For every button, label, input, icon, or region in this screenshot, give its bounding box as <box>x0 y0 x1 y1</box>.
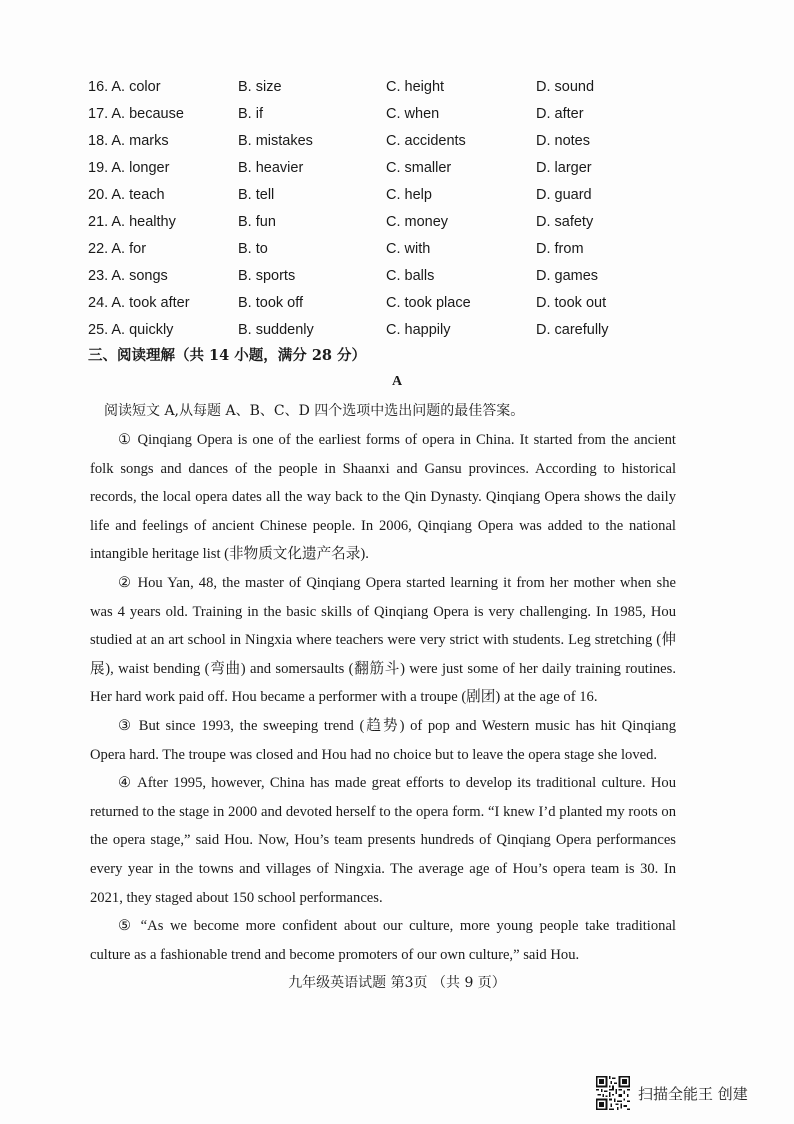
option-c: C. when <box>386 106 440 122</box>
option-row <box>88 157 728 184</box>
option-b: B. to <box>238 241 268 257</box>
option-a: 21. A. healthy <box>88 214 176 230</box>
option-b: B. suddenly <box>238 322 314 338</box>
option-b: B. if <box>238 106 263 122</box>
option-d: D. from <box>536 241 584 257</box>
option-a: 23. A. songs <box>88 268 168 284</box>
paragraph-3: ③ But since 1993, the sweeping trend (趋势) of pop and Western music has hit Qinqiang Opera hard. The troupe was closed and Hou had no choice but to leave the opera stage she loved. <box>90 717 676 763</box>
option-a: 19. A. longer <box>88 160 170 176</box>
option-c: C. help <box>386 187 432 203</box>
option-d: D. notes <box>536 133 590 149</box>
option-a: 17. A. because <box>88 106 184 122</box>
option-row <box>88 265 728 292</box>
option-a: 18. A. marks <box>88 133 169 149</box>
reading-passage <box>90 426 676 969</box>
paragraph-4: ④ After 1995, however, China has made great efforts to develop its traditional culture. Hou returned to the stage in 2000 and devoted herself to the opera form. “I knew I’d planted my roots on the opera stage,” said Hou. Now, Hou’s team presents hundreds of Qinqiang Opera performances every year in the towns and villages of Ningxia. The average age of Hou’s opera team is 30. In 2021, they staged about 150 school performances. <box>90 775 676 906</box>
passage-label: A <box>391 374 403 389</box>
option-c: C. height <box>386 79 445 95</box>
qr-code-icon <box>596 1076 630 1110</box>
option-c: C. balls <box>386 268 435 284</box>
option-d: D. larger <box>536 160 592 176</box>
instruction-text: 阅读短文 A,从每题 A、B、C、D 四个选项中选出问题的最佳答案。 <box>104 403 525 419</box>
option-c: C. accidents <box>386 133 466 149</box>
option-d: D. took out <box>536 295 607 311</box>
option-b: B. heavier <box>238 160 304 176</box>
option-row <box>88 211 728 238</box>
option-row <box>88 319 728 346</box>
option-d: D. games <box>536 268 599 284</box>
option-b: B. tell <box>238 187 275 203</box>
option-row <box>88 103 728 130</box>
option-b: B. size <box>238 79 282 95</box>
option-c: C. with <box>386 241 431 257</box>
option-a: 24. A. took after <box>88 295 190 311</box>
option-row <box>88 238 728 265</box>
option-c: C. smaller <box>386 160 452 176</box>
paragraph-5: ⑤ “As we become more confident about our culture, more young people take traditional culture as a fashionable trend and become promoters of our own culture,” said Hou. <box>90 918 676 963</box>
option-row <box>88 292 728 319</box>
option-c: C. money <box>386 214 449 230</box>
option-a: 22. A. for <box>88 241 147 257</box>
option-row <box>88 130 728 157</box>
option-b: B. took off <box>238 295 304 311</box>
option-d: D. sound <box>536 79 595 95</box>
option-c: C. happily <box>386 322 451 338</box>
option-b: B. sports <box>238 268 296 284</box>
watermark-text: 扫描全能王 创建 <box>638 1084 748 1103</box>
page-footer: 九年级英语试题 第3页 （共 9 页） <box>288 975 506 991</box>
option-a: 25. A. quickly <box>88 322 174 338</box>
option-c: C. took place <box>386 295 471 311</box>
option-a: 16. A. color <box>88 79 161 95</box>
option-d: D. guard <box>536 187 592 203</box>
options-list <box>88 76 728 346</box>
option-row <box>88 76 728 103</box>
option-a: 20. A. teach <box>88 187 165 203</box>
scanner-watermark <box>596 1076 748 1110</box>
section-heading: 三、阅读理解（共 14 小题，满分 28 分） <box>88 347 367 364</box>
option-b: B. mistakes <box>238 133 313 149</box>
option-d: D. safety <box>536 214 594 230</box>
paragraph-2: ② Hou Yan, 48, the master of Qinqiang Opera started learning it from her mother when she was 4 years old. Training in the basic skills of Qinqiang Opera is very challenging. In 1985, Hou studied at an art school in Ningxia where teachers were very strict with students. Leg stretching (伸展), waist bending (弯曲) and somersaults (翻筋斗) were just some of her daily training routines. Her hard work paid off. Hou became a performer with a troupe (剧团) at the age of 16. <box>90 574 676 706</box>
option-row <box>88 184 728 211</box>
option-d: D. carefully <box>536 322 609 338</box>
option-b: B. fun <box>238 214 276 230</box>
option-d: D. after <box>536 106 584 122</box>
paragraph-1: ① Qinqiang Opera is one of the earliest forms of opera in China. It started from the ancient folk songs and dances of the people in Shaanxi and Gansu provinces. According to historical records, the local opera dates all the way back to the Qin Dynasty. Qinqiang Opera shows the daily life and feelings of ancient Chinese people. In 2006, Qinqiang Opera was added to the national intangible heritage list (非物质文化遗产名录). <box>90 432 676 563</box>
